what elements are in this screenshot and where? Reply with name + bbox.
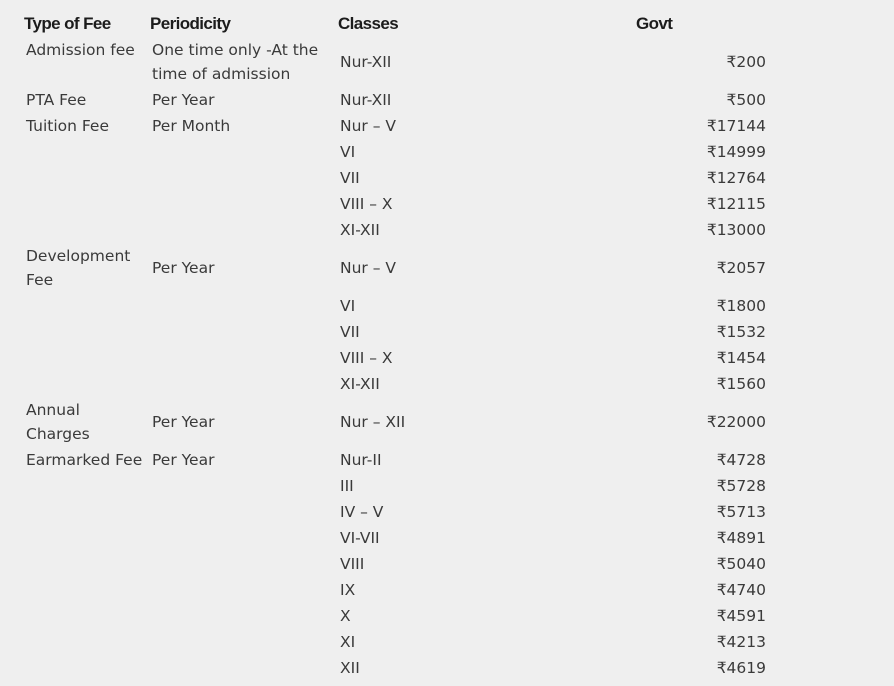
row-fee-type: Annual Charges	[26, 401, 90, 443]
row-govt-amount: ₹4591	[716, 607, 766, 625]
row-govt-amount: ₹14999	[706, 143, 766, 161]
row-fee-type: PTA Fee	[26, 91, 87, 109]
row-govt-amount: ₹22000	[706, 413, 766, 431]
row-fee-type: Development Fee	[26, 247, 131, 289]
table-row	[0, 398, 894, 446]
row-classes: Nur – XII	[340, 413, 406, 431]
row-periodicity: Per Year	[152, 413, 215, 431]
row-govt-amount: ₹4891	[716, 529, 766, 547]
row-classes: XII	[340, 659, 360, 677]
row-fee-type: Tuition Fee	[26, 117, 110, 135]
table-row	[0, 346, 894, 370]
table-row	[0, 192, 894, 216]
row-periodicity: Per Month	[152, 117, 231, 135]
row-govt-amount: ₹1560	[716, 375, 766, 393]
row-govt-amount: ₹2057	[716, 259, 766, 277]
table-row	[0, 166, 894, 190]
header-type-of-fee: Type of Fee	[24, 14, 111, 33]
row-periodicity: Per Year	[152, 91, 215, 109]
table-row	[0, 526, 894, 550]
row-fee-type: Admission fee	[26, 41, 135, 59]
row-classes: VIII	[340, 555, 365, 573]
table-row	[0, 474, 894, 498]
row-classes: III	[340, 477, 354, 495]
row-classes: X	[340, 607, 351, 625]
row-govt-amount: ₹4728	[716, 451, 766, 469]
row-classes: Nur-XII	[340, 91, 392, 109]
row-classes: Nur – V	[340, 117, 396, 135]
row-govt-amount: ₹17144	[706, 117, 766, 135]
row-govt-amount: ₹4740	[716, 581, 766, 599]
row-periodicity: Per Year	[152, 451, 215, 469]
table-row	[0, 500, 894, 524]
row-classes: XI	[340, 633, 356, 651]
row-govt-amount: ₹12115	[706, 195, 766, 213]
table-row	[0, 320, 894, 344]
row-classes: VIII – X	[340, 195, 393, 213]
row-classes: IV – V	[340, 503, 384, 521]
row-classes: Nur-II	[340, 451, 382, 469]
row-classes: VI-VII	[340, 529, 380, 547]
row-govt-amount: ₹200	[726, 53, 766, 71]
row-classes: VI	[340, 297, 356, 315]
row-classes: VIII – X	[340, 349, 393, 367]
row-classes: Nur – V	[340, 259, 396, 277]
table-row	[0, 140, 894, 164]
row-govt-amount: ₹1532	[716, 323, 766, 341]
row-govt-amount: ₹13000	[706, 221, 766, 239]
header-classes: Classes	[338, 14, 399, 33]
table-row	[0, 244, 894, 292]
table-row	[0, 448, 894, 472]
table-row	[0, 88, 894, 112]
row-fee-type: Earmarked Fee	[26, 451, 143, 469]
row-govt-amount: ₹4619	[716, 659, 766, 677]
row-classes: IX	[340, 581, 356, 599]
row-classes: XI-XII	[340, 221, 380, 239]
table-row	[0, 578, 894, 602]
row-govt-amount: ₹500	[726, 91, 766, 109]
row-classes: Nur-XII	[340, 53, 392, 71]
header-periodicity: Periodicity	[150, 14, 231, 33]
row-govt-amount: ₹1454	[716, 349, 766, 367]
row-govt-amount: ₹5728	[716, 477, 766, 495]
table-row	[0, 218, 894, 242]
row-govt-amount: ₹1800	[716, 297, 766, 315]
row-classes: VII	[340, 169, 360, 187]
table-row	[0, 656, 894, 680]
header-govt: Govt	[636, 14, 673, 33]
row-govt-amount: ₹12764	[706, 169, 766, 187]
row-periodicity: One time only -At the time of admission	[152, 41, 319, 83]
table-row	[0, 552, 894, 576]
table-row	[0, 38, 894, 86]
table-row	[0, 294, 894, 318]
table-row	[0, 604, 894, 628]
row-classes: VI	[340, 143, 356, 161]
table-row	[0, 114, 894, 138]
row-classes: VII	[340, 323, 360, 341]
table-row	[0, 630, 894, 654]
row-govt-amount: ₹5713	[716, 503, 766, 521]
row-periodicity: Per Year	[152, 259, 215, 277]
row-govt-amount: ₹4213	[716, 633, 766, 651]
row-govt-amount: ₹5040	[716, 555, 766, 573]
table-row	[0, 372, 894, 396]
row-classes: XI-XII	[340, 375, 380, 393]
